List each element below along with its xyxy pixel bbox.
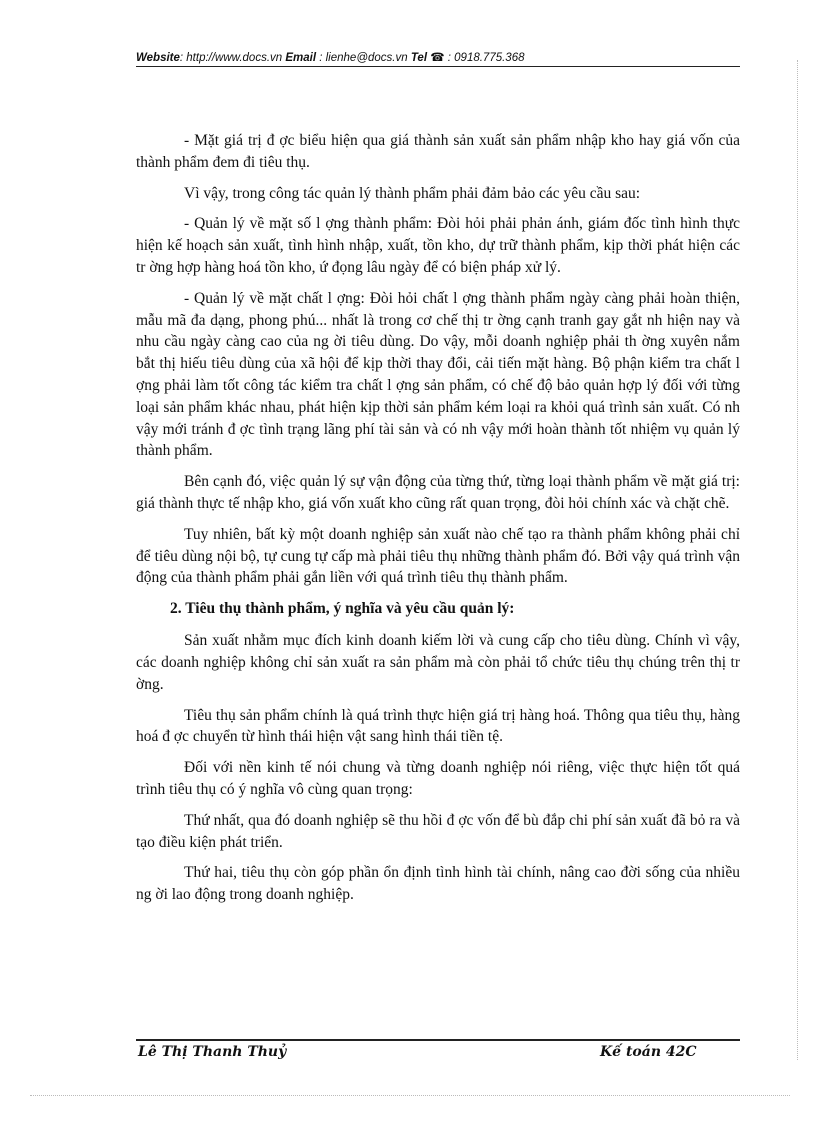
paragraph: Bên cạnh đó, việc quản lý sự vận động của từng thứ, từng loại thành phẩm về mặt giá trị: giá thành thực tế nhập kho, giá vốn xuất kho cũng rất quan trọng, đòi hỏi chính xác và chặt chẽ. [136, 473, 740, 512]
section-heading: 2. Tiêu thụ thành phẩm, ý nghĩa và yêu cầu quản lý: [170, 600, 515, 618]
tel-label: Tel [410, 52, 428, 64]
tel-value: : 0918.775.368 [444, 52, 525, 64]
document-body [136, 130, 740, 915]
website-value: : http://www.docs.vn [179, 52, 286, 64]
footer-rule [136, 1039, 740, 1041]
header-rule [136, 66, 740, 67]
phone-icon: ☎ [430, 52, 445, 64]
paragraph: Đối với nền kinh tế nói chung và từng doanh nghiệp nói riêng, việc thực hiện tốt quá trình tiêu thụ có ý nghĩa vô cùng quan trọng: [136, 759, 740, 798]
page-edge-dotted-line [797, 60, 798, 1060]
paragraph: Thứ hai, tiêu thụ còn góp phần ổn định tình hình tài chính, nâng cao đời sống của nhiều ng ời lao động trong doanh nghiệp. [136, 864, 740, 904]
footer-author: Lê Thị Thanh Thuỷ [138, 1044, 287, 1060]
footer-class: Kế toán 42C [600, 1044, 697, 1060]
paragraph: - Quản lý về mặt số l ợng thành phẩm: Đòi hỏi phải phản ánh, giám đốc tình hình thực hiện kế hoạch sản xuất, tình hình nhập, xuất, tồn kho, dự trữ thành phẩm, kịp thời phát hiện các tr ờng hợp hàng hoá tồn kho, ứ đọng lâu ngày để có biện pháp xử lý. [136, 215, 740, 276]
email-value: : lienhe@docs.vn [316, 52, 411, 64]
website-label: Website [136, 52, 180, 64]
paragraph: Tiêu thụ sản phẩm chính là quá trình thực hiện giá trị hàng hoá. Thông qua tiêu thụ, hàng hoá đ ợc chuyển từ hình thái hiện vật sang hình thái tiền tệ. [136, 706, 740, 746]
paragraph: Thứ nhất, qua đó doanh nghiệp sẽ thu hồi đ ợc vốn để bù đắp chi phí sản xuất đã bỏ ra và tạo điều kiện phát triển. [136, 811, 740, 851]
paragraph: - Mặt giá trị đ ợc biểu hiện qua giá thành sản xuất sản phẩm nhập kho hay giá vốn của thành phẩm đem đi tiêu thụ. [136, 132, 740, 171]
paragraph: Sản xuất nhằm mục đích kinh doanh kiếm lời và cung cấp cho tiêu dùng. Chính vì vậy, các doanh nghiệp không chỉ sản xuất ra sản phẩm mà còn phải tổ chức tiêu thụ chúng trên thị tr ờng. [136, 632, 740, 693]
email-label: Email [285, 52, 317, 64]
paragraph: Vì vậy, trong công tác quản lý thành phẩm phải đảm bảo các yêu cầu sau: [184, 184, 641, 202]
paragraph: - Quản lý về mặt chất l ợng: Đòi hỏi chất l ợng thành phẩm ngày càng phải hoàn thiện, mẫu mã đa dạng, phong phú... nhất là trong cơ chế thị tr ờng cạnh tranh gay gắt nh hiện nay và nhu cầu ngày càng cao của ng ời tiêu dùng. Do vậy, mỗi doanh nghiệp phải th ờng xuyên nắm bắt thị hiếu tiêu dùng của xã hội để kịp thời thay đổi, cải tiến mặt hàng. Bộ phận kiểm tra chất l ợng phải làm tốt công tác kiểm tra chất l ợng sản phẩm, có chế độ bảo quản hợp lý đối với từng loại sản phẩm khác nhau, phát hiện kịp thời sản phẩm kém loại ra khỏi quá trình sản xuất. Có nh vậy mới tránh đ ợc tình trạng lãng phí tài sản và có nh vậy mới hoàn thành tốt nhiệm vụ quản lý thành phẩm. [136, 289, 740, 460]
page-header [136, 50, 740, 64]
page-bottom-dotted-line [30, 1095, 790, 1096]
paragraph: Tuy nhiên, bất kỳ một doanh nghiệp sản xuất nào chế tạo ra thành phẩm không phải chỉ để tiêu dùng nội bộ, tự cung tự cấp mà phải tiêu thụ những thành phẩm đó. Bởi vậy quá trình vận động của thành phẩm phải gắn liền với quá trình tiêu thụ thành phẩm. [136, 525, 740, 587]
